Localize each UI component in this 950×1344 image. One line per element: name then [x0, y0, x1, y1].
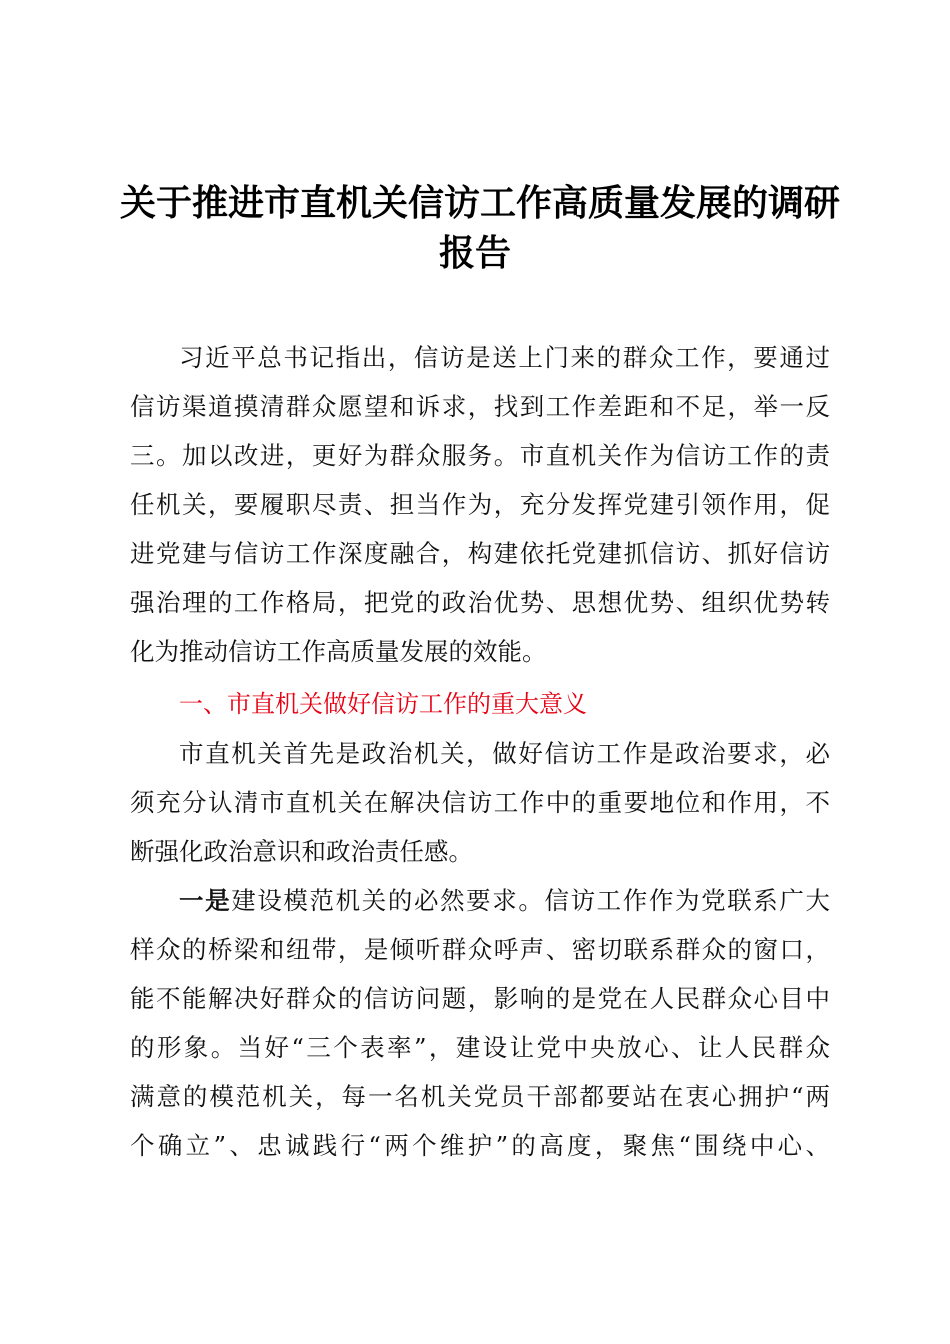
point-one-paragraph	[130, 876, 830, 1170]
section-heading: 一、市直机关做好信访工作的重大意义	[179, 690, 587, 718]
point-one-line-5: 满意的模范机关，每一名机关党员干部都要站在衷心拥护“两	[130, 1082, 830, 1111]
point-one-line-3: 能不能解决好群众的信访问题，影响的是党在人民群众心目中	[130, 984, 830, 1013]
section-line-1: 市直机关首先是政治机关，做好信访工作是政治要求，必	[179, 739, 830, 768]
title-line-2: 报告	[438, 232, 511, 274]
title-line-1: 关于推进市直机关信访工作高质量发展的调研	[120, 182, 841, 224]
point-one-line-2: 样众的桥梁和纽带，是倾听群众呼声、密切联系群众的窗口，	[130, 935, 830, 964]
intro-line-3: 三。加以改进，更好为群众服务。市直机关作为信访工作的责	[130, 441, 830, 470]
point-one-line-1-text: 建设模范机关的必然要求。信访工作作为党联系广大	[231, 886, 831, 915]
point-one-line-1	[130, 876, 830, 925]
point-one-lead: 一是	[179, 886, 232, 915]
intro-paragraph	[130, 333, 830, 676]
intro-line-7: 化为推动信访工作高质量发展的效能。	[130, 637, 547, 666]
document-title	[120, 178, 841, 278]
intro-line-2: 信访渠道摸清群众愿望和诉求，找到工作差距和不足，举一反	[130, 392, 830, 421]
intro-line-5: 进党建与信访工作深度融合，构建依托党建抓信访、抓好信访	[130, 539, 830, 568]
intro-line-1: 习近平总书记指出，信访是送上门来的群众工作，要通过	[179, 343, 830, 372]
section-line-2: 须充分认清市直机关在解决信访工作中的重要地位和作用，不	[130, 788, 830, 817]
section-paragraph	[130, 729, 830, 876]
point-one-line-6: 个确立”、忠诚践行“两个维护”的高度，聚焦“围绕中心、	[130, 1131, 830, 1160]
point-one-line-4: 的形象。当好“三个表率”，建设让党中央放心、让人民群众	[130, 1033, 830, 1062]
intro-line-4: 任机关，要履职尽责、担当作为，充分发挥党建引领作用，促	[130, 490, 830, 519]
intro-line-6: 强治理的工作格局，把党的政治优势、思想优势、组织优势转	[130, 588, 830, 617]
section-line-3: 断强化政治意识和政治责任感。	[130, 837, 473, 866]
